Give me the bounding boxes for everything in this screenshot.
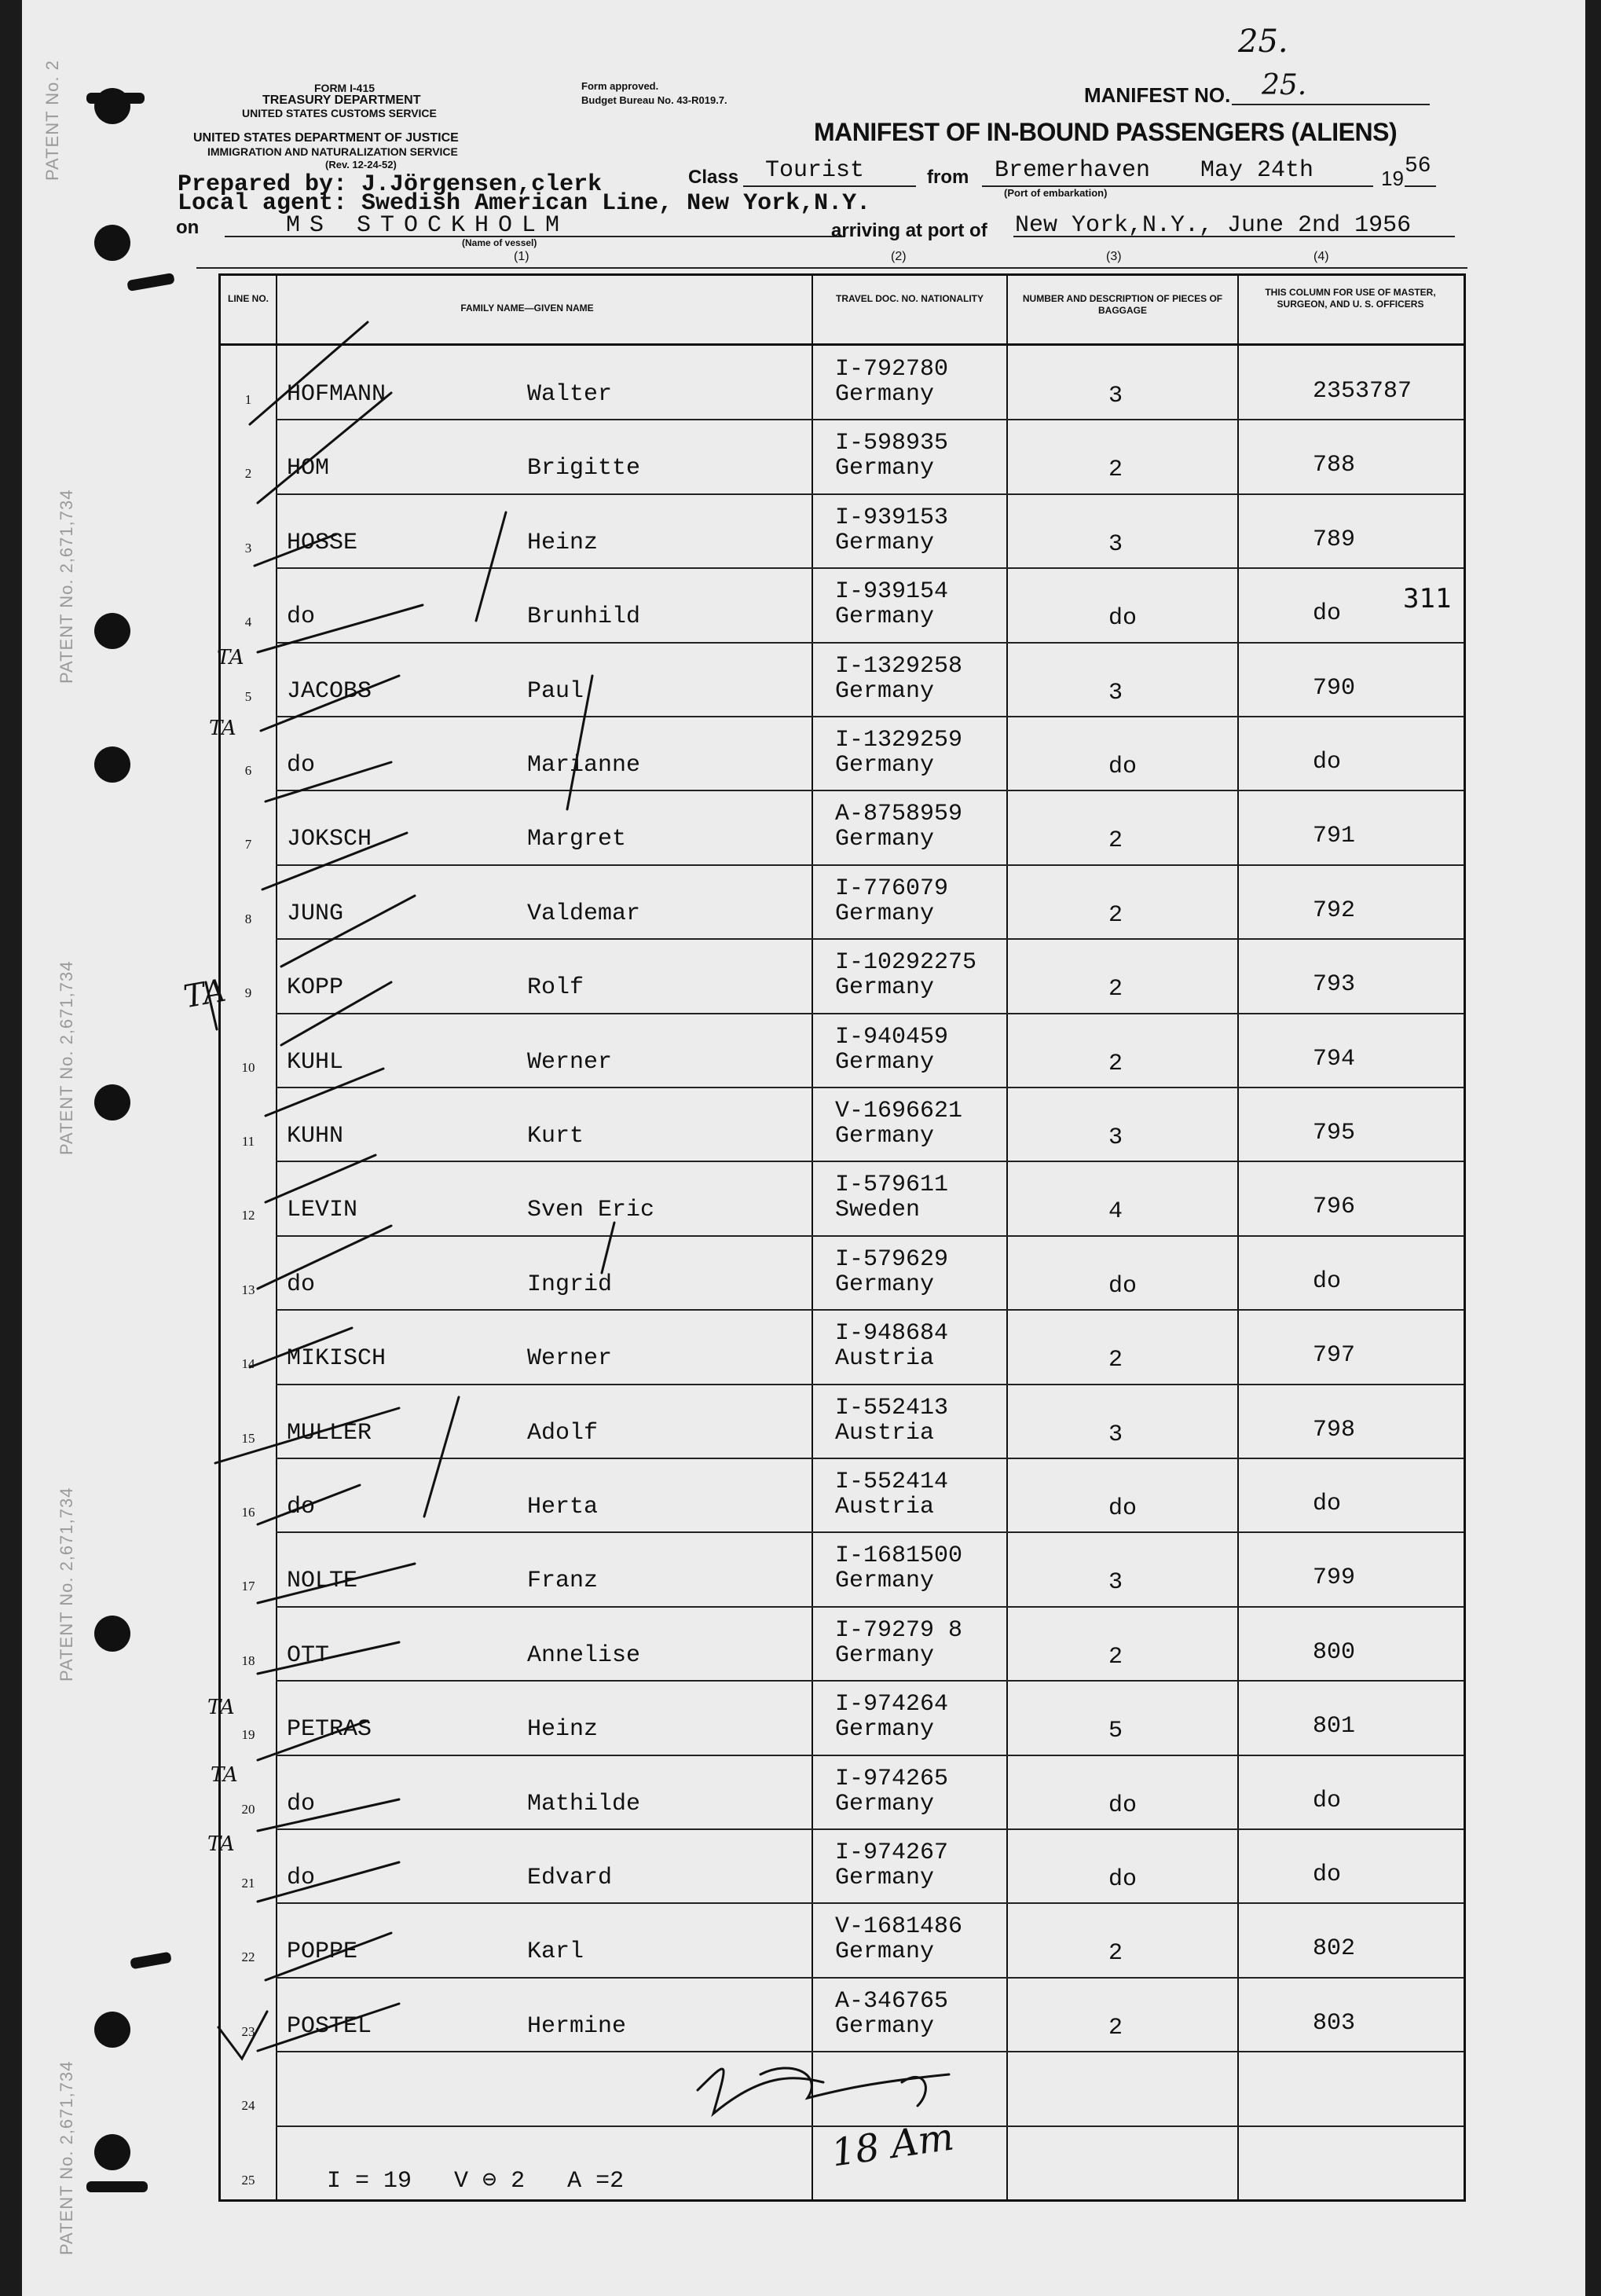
officer-number: do — [1313, 1491, 1342, 1517]
baggage-count: do — [1108, 1495, 1138, 1522]
travel-doc-no: A-8758959 — [835, 801, 963, 828]
line-number: 15 — [241, 1430, 255, 1446]
family-name: JUNG — [287, 900, 344, 927]
tally-stroke — [424, 1397, 459, 1517]
officer-number: do — [1313, 1787, 1342, 1814]
ta-mark: TA — [181, 972, 229, 1016]
officer-number: do — [1313, 749, 1342, 776]
col-header-name: FAMILY NAME—GIVEN NAME — [460, 303, 594, 314]
officer-number: 789 — [1313, 526, 1356, 553]
vessel-caption: (Name of vessel) — [462, 237, 537, 248]
nationality: Germany — [835, 1568, 935, 1595]
travel-doc-no: I-1329259 — [835, 727, 963, 754]
given-name: Valdemar — [527, 900, 641, 927]
officer-number: 788 — [1313, 452, 1356, 479]
line-number: 18 — [241, 1652, 255, 1668]
nationality: Germany — [835, 826, 935, 853]
line-number: 6 — [244, 763, 252, 778]
manifest-no-value: 25. — [1262, 69, 1307, 101]
officer-number: do — [1313, 1267, 1342, 1295]
signature-stroke — [760, 2068, 949, 2098]
given-name: Annelise — [527, 1641, 641, 1669]
travel-doc-no: I-552413 — [835, 1394, 949, 1421]
given-name: Walter — [527, 381, 613, 408]
family-name: POSTEL — [287, 2012, 372, 2040]
check-stroke — [261, 676, 399, 731]
check-stroke — [258, 1564, 415, 1603]
check-stroke — [258, 605, 423, 652]
year-suffix: 56 — [1405, 154, 1431, 178]
nationality: Germany — [835, 1123, 935, 1150]
baggage-count: 2 — [1108, 901, 1123, 929]
margin-number: 311 — [1403, 583, 1452, 614]
check-stroke — [218, 2012, 267, 2059]
baggage-count: do — [1108, 1272, 1138, 1300]
form-approved: Form approved. — [581, 80, 659, 92]
given-name: Adolf — [527, 1419, 599, 1447]
manifest-page — [22, 0, 1585, 2296]
line-number: 1 — [244, 392, 252, 407]
given-name: Karl — [527, 1938, 584, 1966]
on-label: on — [176, 217, 200, 238]
nationality: Germany — [835, 1938, 935, 1966]
ta-mark: TA — [211, 1763, 238, 1787]
check-stroke — [266, 762, 391, 801]
given-name: Brunhild — [527, 603, 641, 631]
travel-doc-no: V-1696621 — [835, 1098, 963, 1124]
check-stroke — [215, 1408, 399, 1463]
nationality: Germany — [835, 1048, 935, 1076]
nationality: Germany — [835, 1790, 935, 1817]
check-stroke — [250, 1328, 352, 1367]
line-number: 16 — [241, 1505, 255, 1520]
travel-doc-no: I-974264 — [835, 1691, 949, 1718]
family-name: LEVIN — [287, 1197, 358, 1224]
officer-number: do — [1313, 600, 1342, 628]
check-stroke — [255, 534, 336, 566]
check-stroke — [266, 1069, 383, 1116]
travel-doc-no: V-1681486 — [835, 1913, 963, 1941]
col-header-officers: THIS COLUMN FOR USE OF MASTER, SURGEON, AND U. S. OFFICERS — [1265, 287, 1436, 310]
baggage-count: 2 — [1108, 1643, 1123, 1671]
baggage-count: 2 — [1108, 1940, 1123, 1968]
colnum-2: (2) — [891, 250, 907, 263]
check-stroke — [258, 1226, 391, 1289]
line-number: 10 — [241, 1059, 255, 1075]
check-stroke — [258, 1862, 399, 1902]
given-name: Brigitte — [527, 455, 641, 482]
officer-number: 801 — [1313, 1713, 1356, 1740]
given-name: Hermine — [527, 2012, 627, 2040]
nationality: Germany — [835, 1271, 935, 1298]
check-stroke — [258, 1799, 399, 1831]
officer-number: 796 — [1313, 1194, 1356, 1221]
check-stroke — [258, 393, 391, 503]
baggage-count: 2 — [1108, 2014, 1123, 2041]
family-name: HOM — [287, 455, 330, 482]
travel-doc-no: I-579629 — [835, 1245, 949, 1273]
travel-doc-no: I-974265 — [835, 1765, 949, 1792]
travel-doc-no: I-79279 8 — [835, 1616, 963, 1644]
check-stroke — [250, 322, 368, 424]
line-number: 7 — [244, 837, 252, 853]
tally-stroke — [476, 512, 506, 621]
year-prefix: 19 — [1381, 167, 1404, 190]
line-number: 3 — [244, 540, 252, 556]
given-name: Heinz — [527, 529, 599, 556]
officer-number: do — [1313, 1861, 1342, 1888]
nationality: Germany — [835, 1865, 935, 1891]
baggage-count: 3 — [1108, 530, 1123, 558]
nationality: Sweden — [835, 1197, 921, 1224]
ta-mark: TA — [207, 1696, 235, 1719]
family-name: MIKISCH — [287, 1345, 387, 1373]
officer-number: 802 — [1313, 1935, 1356, 1963]
baggage-count: 2 — [1108, 1050, 1123, 1077]
officer-number: 803 — [1313, 2009, 1356, 2037]
officer-number: 798 — [1313, 1416, 1356, 1443]
given-name: Franz — [527, 1568, 599, 1595]
line-number: 12 — [241, 1208, 255, 1223]
manifest-no-label: MANIFEST NO. — [1084, 83, 1231, 107]
officer-number: 793 — [1313, 971, 1356, 999]
ta-mark: TA — [209, 717, 236, 740]
prepared-by: Prepared by: J.Jörgensen,clerk — [178, 171, 603, 198]
patent-margin-text: PATENT No. 2,671,734 — [57, 2060, 76, 2255]
nationality: Germany — [835, 900, 935, 927]
travel-doc-no: I-552414 — [835, 1469, 949, 1495]
port-embark-caption: (Port of embarkation) — [1004, 187, 1108, 199]
line-number: 8 — [244, 911, 252, 926]
travel-doc-no: I-598935 — [835, 430, 949, 457]
ta-mark: TA — [217, 646, 244, 669]
travel-doc-no: I-10292275 — [835, 949, 977, 977]
nationality: Germany — [835, 974, 935, 1002]
family-name: KOPP — [287, 974, 344, 1002]
travel-doc-no: I-939153 — [835, 504, 949, 531]
family-name: MULLER — [287, 1419, 372, 1447]
baggage-count: 2 — [1108, 457, 1123, 484]
officer-number: 799 — [1313, 1564, 1356, 1592]
officer-number: 797 — [1313, 1342, 1356, 1370]
line-number: 21 — [241, 1876, 255, 1891]
travel-doc-no: I-948684 — [835, 1320, 949, 1348]
given-name: Sven Eric — [527, 1197, 655, 1224]
family-name: NOLTE — [287, 1568, 358, 1595]
family-name: HOSSE — [287, 529, 358, 556]
form-number: FORM I-415 — [314, 82, 376, 94]
family-name: HOFMANN — [287, 381, 387, 408]
nationality: Germany — [835, 1641, 935, 1669]
baggage-count: 3 — [1108, 1569, 1123, 1597]
embark-date: May 24th — [1200, 157, 1314, 184]
family-name: JACOBS — [287, 677, 372, 705]
officer-number: 795 — [1313, 1120, 1356, 1146]
from-label: from — [927, 167, 969, 188]
family-name: KUHN — [287, 1123, 344, 1150]
check-stroke — [281, 982, 391, 1045]
officer-number: 800 — [1313, 1638, 1356, 1666]
signature-stroke — [902, 2077, 925, 2106]
nationality: Austria — [835, 1345, 935, 1373]
family-name: OTT — [287, 1641, 330, 1669]
tally-stroke — [602, 1223, 614, 1273]
check-stroke — [262, 833, 407, 889]
officer-number: 791 — [1313, 823, 1356, 850]
given-name: Werner — [527, 1048, 613, 1076]
col-header-travel-doc: TRAVEL DOC. NO. NATIONALITY — [836, 293, 984, 304]
family-name: do — [287, 752, 316, 779]
budget-bureau: Budget Bureau No. 43-R019.7. — [581, 94, 727, 106]
check-stroke — [258, 1485, 360, 1524]
local-agent: Local agent: Swedish American Line, New York,N.Y. — [178, 190, 871, 217]
line-number: 14 — [241, 1356, 255, 1372]
baggage-count: 3 — [1108, 1124, 1123, 1151]
check-stroke — [266, 1155, 376, 1202]
from-value: Bremerhaven — [995, 157, 1151, 184]
dept-immigration: IMMIGRATION AND NATURALIZATION SERVICE — [207, 145, 458, 158]
officer-number: 792 — [1313, 897, 1356, 924]
baggage-count: do — [1108, 605, 1138, 633]
check-stroke — [258, 1642, 399, 1674]
col-header-baggage: NUMBER AND DESCRIPTION OF PIECES OF BAGGAGE — [1022, 293, 1223, 316]
manifest-no-top: 25. — [1238, 24, 1288, 60]
nationality: Germany — [835, 603, 935, 631]
colnum-1: (1) — [514, 250, 529, 263]
patent-margin-text: PATENT No. 2 — [42, 60, 62, 181]
officer-number: 794 — [1313, 1045, 1356, 1073]
nationality: Germany — [835, 529, 935, 556]
form-revision: (Rev. 12-24-52) — [325, 159, 397, 171]
baggage-count: 3 — [1108, 1421, 1123, 1448]
line-number: 19 — [241, 1727, 255, 1743]
nationality: Austria — [835, 1419, 935, 1447]
travel-doc-no: I-974267 — [835, 1839, 949, 1866]
line-number: 2 — [244, 466, 252, 482]
baggage-count: do — [1108, 754, 1138, 780]
line-number: 24 — [241, 2098, 255, 2114]
line-number: 4 — [244, 614, 252, 630]
nationality: Germany — [835, 752, 935, 779]
given-name: Kurt — [527, 1123, 584, 1150]
dept-justice: UNITED STATES DEPARTMENT OF JUSTICE — [193, 131, 459, 145]
line-number: 9 — [244, 985, 252, 1001]
line-number: 23 — [241, 2023, 255, 2039]
officer-number: 790 — [1313, 674, 1356, 702]
family-name: KUHL — [287, 1048, 344, 1076]
check-stroke — [281, 896, 415, 966]
line-number: 20 — [241, 1801, 255, 1817]
nationality: Germany — [835, 1716, 935, 1744]
baggage-count: 2 — [1108, 827, 1123, 855]
baggage-count: 2 — [1108, 1347, 1123, 1374]
line-number: 13 — [241, 1282, 255, 1297]
dept-customs: UNITED STATES CUSTOMS SERVICE — [242, 107, 437, 119]
given-name: Margret — [527, 826, 627, 853]
baggage-count: 2 — [1108, 976, 1123, 1003]
line-number: 5 — [244, 688, 252, 704]
pen-strokes — [22, 0, 1585, 2296]
signature-initials: 18 Am — [828, 2114, 957, 2176]
family-name: do — [287, 1494, 316, 1520]
tally-stroke — [567, 676, 592, 809]
nationality: Germany — [835, 381, 935, 408]
dept-treasury: TREASURY DEPARTMENT — [262, 94, 421, 107]
given-name: Rolf — [527, 974, 584, 1002]
travel-doc-no: I-1681500 — [835, 1542, 963, 1570]
page-title: MANIFEST OF IN-BOUND PASSENGERS (ALIENS) — [814, 118, 1398, 146]
totals-line: I = 19 V ⊖ 2 A =2 — [327, 2168, 625, 2195]
family-name: POPPE — [287, 1938, 358, 1966]
family-name: do — [287, 1790, 316, 1817]
baggage-count: do — [1108, 1866, 1138, 1893]
baggage-count: 4 — [1108, 1198, 1123, 1226]
given-name: Edvard — [527, 1865, 613, 1891]
family-name: do — [287, 1865, 316, 1891]
travel-doc-no: I-776079 — [835, 875, 949, 902]
ta-mark: TA — [207, 1832, 235, 1856]
given-name: Werner — [527, 1345, 613, 1373]
given-name: Ingrid — [527, 1271, 613, 1298]
class-label: Class — [688, 167, 739, 188]
given-name: Heinz — [527, 1716, 599, 1744]
patent-margin-text: PATENT No. 2,671,734 — [57, 960, 76, 1155]
baggage-count: 5 — [1108, 1718, 1123, 1745]
baggage-count: 3 — [1108, 383, 1123, 409]
line-number: 25 — [241, 2172, 255, 2188]
signature-stroke — [698, 2069, 823, 2114]
travel-doc-no: I-939154 — [835, 578, 949, 606]
officer-number: 2353787 — [1313, 378, 1412, 405]
travel-doc-no: I-1329258 — [835, 652, 963, 680]
col-header-line-no: LINE NO. — [227, 293, 269, 304]
vessel-name: MS STOCKHOLM — [286, 212, 570, 239]
nationality: Germany — [835, 455, 935, 482]
colnum-4: (4) — [1313, 250, 1329, 263]
tally-stroke — [206, 982, 217, 1029]
patent-margin-text: PATENT No. 2,671,734 — [57, 489, 76, 684]
nationality: Germany — [835, 677, 935, 705]
travel-doc-no: I-940459 — [835, 1023, 949, 1051]
line-number: 11 — [241, 1134, 255, 1149]
baggage-count: 3 — [1108, 679, 1123, 706]
line-number: 22 — [241, 1949, 255, 1965]
arriving-label: arriving at port of — [831, 220, 987, 241]
class-value: Tourist — [765, 157, 865, 184]
baggage-count: do — [1108, 1792, 1138, 1819]
nationality: Germany — [835, 2012, 935, 2040]
family-name: PETRAS — [287, 1716, 372, 1744]
given-name: Mathilde — [527, 1790, 641, 1817]
family-name: JOKSCH — [287, 826, 372, 853]
patent-margin-text: PATENT No. 2,671,734 — [57, 1487, 76, 1682]
nationality: Austria — [835, 1494, 935, 1520]
travel-doc-no: A-346765 — [835, 1987, 949, 2015]
check-stroke — [258, 2004, 399, 2051]
family-name: do — [287, 1271, 316, 1298]
family-name: do — [287, 603, 316, 631]
given-name: Herta — [527, 1494, 599, 1520]
travel-doc-no: I-792780 — [835, 356, 949, 383]
check-stroke — [266, 1933, 391, 1980]
line-number: 17 — [241, 1579, 255, 1594]
colnum-3: (3) — [1106, 250, 1122, 263]
arriving-value: New York,N.Y., June 2nd 1956 — [1015, 212, 1412, 239]
given-name: Marianne — [527, 752, 641, 779]
travel-doc-no: I-579611 — [835, 1172, 949, 1199]
check-stroke — [258, 1721, 368, 1760]
given-name: Paul — [527, 677, 584, 705]
